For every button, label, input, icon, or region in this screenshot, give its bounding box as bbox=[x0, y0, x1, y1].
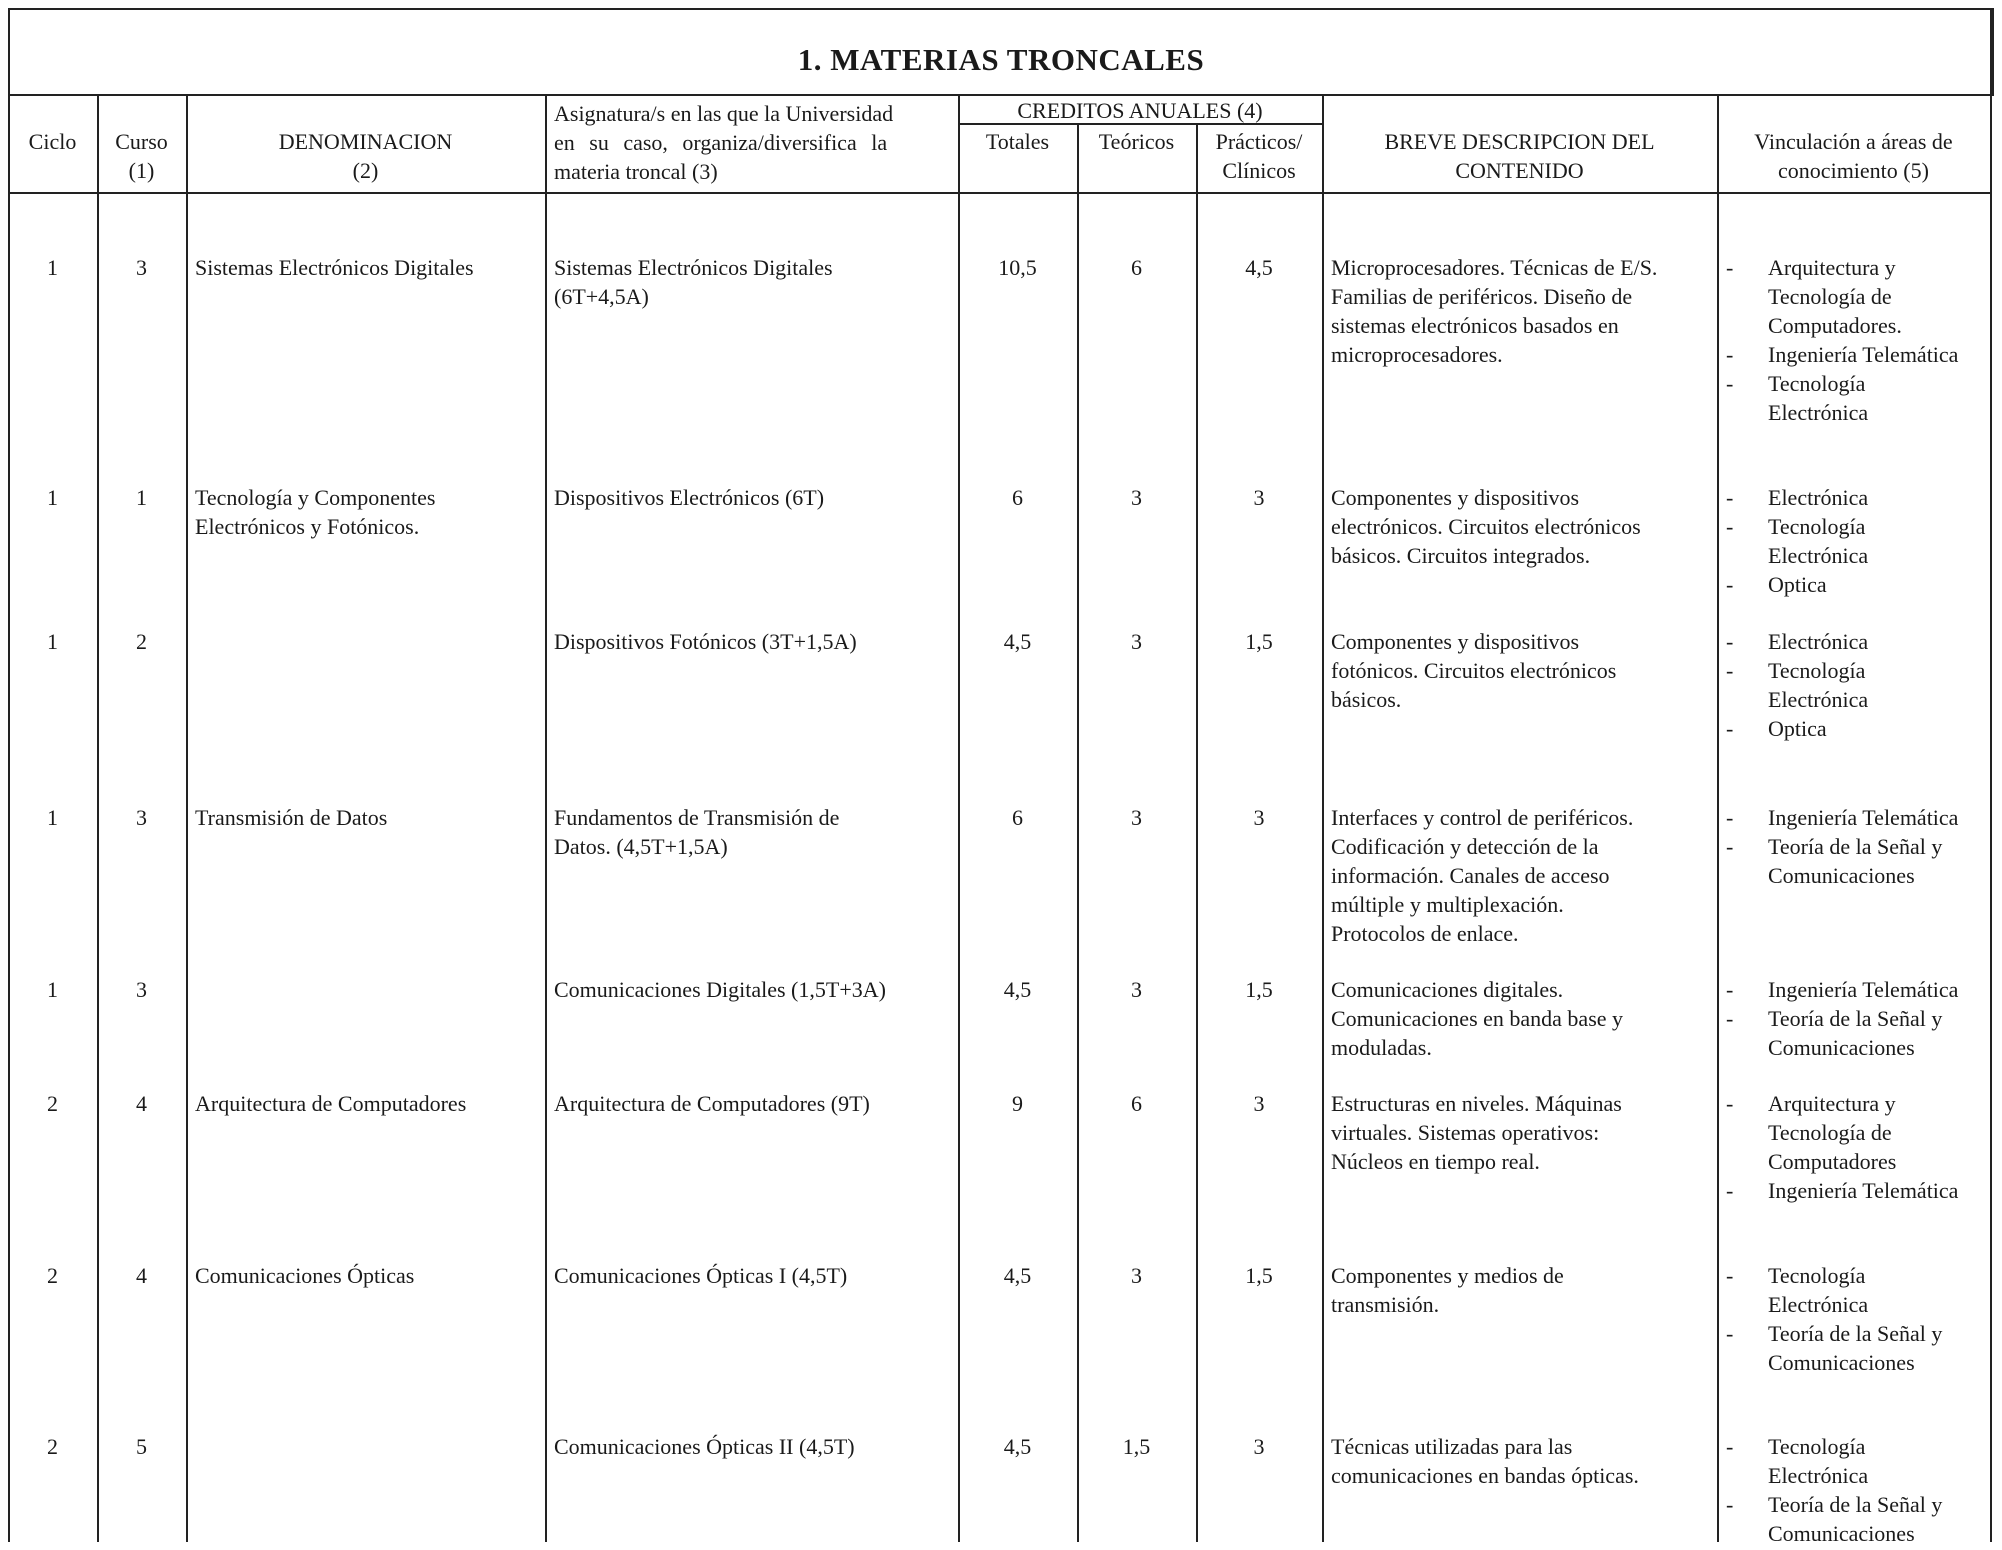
cell-totales: 4,5 bbox=[1003, 1434, 1032, 1459]
col-border-asignatura bbox=[545, 94, 547, 1542]
page-title: 1. MATERIAS TRONCALES bbox=[797, 42, 1205, 77]
area-text: Computadores bbox=[1768, 1149, 1897, 1174]
area-dash: - bbox=[1726, 371, 1734, 396]
area-item bbox=[1726, 369, 1988, 398]
descripcion-line: transmisión. bbox=[1331, 1292, 1440, 1317]
cell-practicos: 3 bbox=[1253, 485, 1265, 510]
area-item bbox=[1726, 1290, 1988, 1319]
header-curso bbox=[97, 127, 186, 185]
descripcion-line: Interfaces y control de periféricos. bbox=[1331, 805, 1634, 830]
area-item bbox=[1726, 1490, 1988, 1519]
area-item bbox=[1726, 541, 1988, 570]
header-denominacion bbox=[186, 127, 545, 185]
descripcion-line: electrónicos. Circuitos electrónicos bbox=[1331, 514, 1641, 539]
area-dash: - bbox=[1726, 716, 1734, 741]
cell-asignatura bbox=[554, 803, 954, 861]
area-text: Tecnología bbox=[1768, 1434, 1866, 1459]
area-dash: - bbox=[1726, 1091, 1734, 1116]
cell-ciclo: 1 bbox=[47, 485, 58, 510]
area-item bbox=[1726, 1147, 1988, 1176]
area-dash: - bbox=[1726, 1492, 1734, 1517]
area-text: Electrónica bbox=[1768, 1463, 1869, 1488]
area-item bbox=[1726, 1089, 1988, 1118]
cell-practicos: 3 bbox=[1253, 805, 1265, 830]
header-asignaturas-line: materia troncal (3) bbox=[554, 159, 718, 184]
cell-practicos: 1,5 bbox=[1245, 629, 1273, 654]
area-text: Comunicaciones bbox=[1768, 1521, 1915, 1546]
col-border-descripcion bbox=[1322, 94, 1324, 1542]
denominacion-line: Electrónicos y Fotónicos. bbox=[195, 514, 420, 539]
cell-curso: 3 bbox=[136, 805, 147, 830]
area-item bbox=[1726, 1519, 1988, 1548]
area-item bbox=[1726, 803, 1988, 832]
area-text: Tecnología bbox=[1768, 1263, 1866, 1288]
area-item bbox=[1726, 975, 1988, 1004]
area-text: Tecnología de bbox=[1768, 1120, 1892, 1145]
descripcion-line: comunicaciones en bandas ópticas. bbox=[1331, 1463, 1639, 1488]
area-text: Ingeniería Telemática bbox=[1768, 977, 1959, 1002]
area-text: Electrónica bbox=[1768, 687, 1869, 712]
cell-totales: 9 bbox=[1012, 1091, 1023, 1116]
area-item bbox=[1726, 512, 1988, 541]
header-practicos bbox=[1196, 127, 1322, 185]
descripcion-line: virtuales. Sistemas operativos: bbox=[1331, 1120, 1600, 1145]
cell-ciclo: 1 bbox=[47, 805, 58, 830]
cell-teoricos: 1,5 bbox=[1122, 1434, 1151, 1459]
area-text: Comunicaciones bbox=[1768, 1035, 1915, 1060]
area-text: Electrónica bbox=[1768, 543, 1869, 568]
col-border-vinculacion bbox=[1717, 94, 1719, 1542]
area-dash: - bbox=[1726, 977, 1734, 1002]
header-ciclo: Ciclo bbox=[28, 129, 77, 154]
area-text: Electrónica bbox=[1768, 400, 1869, 425]
cell-asignatura bbox=[554, 253, 954, 311]
col-border-practicos bbox=[1196, 123, 1198, 1542]
area-item bbox=[1726, 1004, 1988, 1033]
area-dash: - bbox=[1726, 1006, 1734, 1031]
cell-curso: 4 bbox=[136, 1091, 147, 1116]
descripcion-line: Componentes y medios de bbox=[1331, 1263, 1564, 1288]
title-box bbox=[8, 8, 1994, 96]
cell-areas bbox=[1726, 1432, 1988, 1548]
area-item bbox=[1726, 832, 1988, 861]
cell-asignatura bbox=[554, 975, 954, 1004]
header-asignaturas-line: Asignatura/s en las que la Universidad bbox=[554, 101, 894, 126]
header-denominacion-line: DENOMINACION bbox=[278, 129, 453, 154]
area-item bbox=[1726, 1461, 1988, 1490]
area-item bbox=[1726, 714, 1988, 743]
area-item bbox=[1726, 570, 1988, 599]
cell-areas bbox=[1726, 803, 1988, 890]
cell-curso: 5 bbox=[136, 1434, 147, 1459]
area-text: Computadores. bbox=[1768, 313, 1902, 338]
cell-totales: 4,5 bbox=[1003, 977, 1032, 1002]
asignatura-line: Comunicaciones Digitales (1,5T+3A) bbox=[554, 977, 886, 1002]
descripcion-line: Componentes y dispositivos bbox=[1331, 485, 1580, 510]
area-text: Tecnología bbox=[1768, 658, 1866, 683]
col-border-teoricos bbox=[1077, 123, 1079, 1542]
area-item bbox=[1726, 253, 1988, 282]
cell-curso: 3 bbox=[136, 255, 147, 280]
header-curso-line: (1) bbox=[128, 158, 155, 183]
area-item bbox=[1726, 311, 1988, 340]
area-item bbox=[1726, 861, 1988, 890]
cell-practicos: 4,5 bbox=[1245, 255, 1273, 280]
cell-teoricos: 3 bbox=[1131, 485, 1142, 510]
asignatura-line: Fundamentos de Transmisión de bbox=[554, 805, 840, 830]
cell-teoricos: 3 bbox=[1131, 1263, 1142, 1288]
asignatura-line: Sistemas Electrónicos Digitales bbox=[554, 255, 833, 280]
header-totales: Totales bbox=[985, 129, 1050, 154]
descripcion-line: múltiple y multiplexación. bbox=[1331, 892, 1564, 917]
cell-totales: 6 bbox=[1012, 485, 1023, 510]
cell-totales: 4,5 bbox=[1003, 629, 1032, 654]
area-text: Ingeniería Telemática bbox=[1768, 342, 1959, 367]
document-page bbox=[8, 8, 1992, 1546]
cell-practicos: 3 bbox=[1253, 1091, 1265, 1116]
header-teoricos: Teóricos bbox=[1098, 129, 1175, 154]
area-item bbox=[1726, 483, 1988, 512]
descripcion-line: Comunicaciones en banda base y bbox=[1331, 1006, 1624, 1031]
header-descripcion-line: BREVE DESCRIPCION DEL bbox=[1384, 129, 1655, 154]
denominacion-line: Comunicaciones Ópticas bbox=[195, 1263, 415, 1288]
descripcion-line: Técnicas utilizadas para las bbox=[1331, 1434, 1573, 1459]
cell-denominacion bbox=[195, 803, 543, 832]
cell-curso: 1 bbox=[136, 485, 147, 510]
cell-practicos: 3 bbox=[1253, 1434, 1265, 1459]
area-text: Comunicaciones bbox=[1768, 863, 1915, 888]
denominacion-line: Tecnología y Componentes bbox=[195, 485, 436, 510]
cell-areas bbox=[1726, 975, 1988, 1062]
area-item bbox=[1726, 1118, 1988, 1147]
area-text: Optica bbox=[1768, 572, 1827, 597]
area-text: Arquitectura y bbox=[1768, 1091, 1896, 1116]
descripcion-line: Núcleos en tiempo real. bbox=[1331, 1149, 1540, 1174]
area-text: Teoría de la Señal y bbox=[1768, 1492, 1943, 1517]
cell-denominacion bbox=[195, 1261, 543, 1290]
area-dash: - bbox=[1726, 1321, 1734, 1346]
cell-practicos: 1,5 bbox=[1245, 977, 1273, 1002]
area-dash: - bbox=[1726, 834, 1734, 859]
area-dash: - bbox=[1726, 1178, 1734, 1203]
area-text: Tecnología bbox=[1768, 371, 1866, 396]
area-item bbox=[1726, 656, 1988, 685]
asignatura-line: Comunicaciones Ópticas II (4,5T) bbox=[554, 1434, 855, 1459]
cell-ciclo: 1 bbox=[47, 629, 58, 654]
denominacion-line: Arquitectura de Computadores bbox=[195, 1091, 467, 1116]
cell-ciclo: 1 bbox=[47, 977, 58, 1002]
descripcion-line: Estructuras en niveles. Máquinas bbox=[1331, 1091, 1622, 1116]
cell-asignatura bbox=[554, 1261, 954, 1290]
cell-practicos: 1,5 bbox=[1245, 1263, 1273, 1288]
cell-ciclo: 2 bbox=[47, 1263, 58, 1288]
area-dash: - bbox=[1726, 629, 1734, 654]
asignatura-line: Comunicaciones Ópticas I (4,5T) bbox=[554, 1263, 848, 1288]
descripcion-line: moduladas. bbox=[1331, 1035, 1432, 1060]
area-dash: - bbox=[1726, 1263, 1734, 1288]
header-descripcion-line: CONTENIDO bbox=[1455, 158, 1584, 183]
cell-teoricos: 3 bbox=[1131, 805, 1142, 830]
cell-curso: 3 bbox=[136, 977, 147, 1002]
descripcion-line: Familias de periféricos. Diseño de bbox=[1331, 284, 1633, 309]
area-dash: - bbox=[1726, 1434, 1734, 1459]
cell-descripcion bbox=[1331, 483, 1717, 570]
cell-descripcion bbox=[1331, 253, 1717, 369]
cell-descripcion bbox=[1331, 1432, 1717, 1490]
denominacion-line: Sistemas Electrónicos Digitales bbox=[195, 255, 474, 280]
area-dash: - bbox=[1726, 255, 1734, 280]
area-dash: - bbox=[1726, 805, 1734, 830]
header-vinculacion-line: Vinculación a áreas de bbox=[1754, 129, 1953, 154]
cell-descripcion bbox=[1331, 1089, 1717, 1176]
descripcion-line: Microprocesadores. Técnicas de E/S. bbox=[1331, 255, 1658, 280]
cell-asignatura bbox=[554, 1089, 954, 1118]
asignatura-line: Arquitectura de Computadores (9T) bbox=[554, 1091, 870, 1116]
area-text: Teoría de la Señal y bbox=[1768, 1006, 1943, 1031]
area-item bbox=[1726, 282, 1988, 311]
cell-areas bbox=[1726, 253, 1988, 427]
area-item bbox=[1726, 1432, 1988, 1461]
area-dash: - bbox=[1726, 485, 1734, 510]
header-vinculacion bbox=[1717, 127, 1990, 185]
header-practicos-line: Clínicos bbox=[1222, 158, 1296, 183]
cell-totales: 10,5 bbox=[998, 255, 1037, 280]
area-item bbox=[1726, 1176, 1988, 1205]
descripcion-line: Protocolos de enlace. bbox=[1331, 921, 1519, 946]
cell-totales: 4,5 bbox=[1003, 1263, 1032, 1288]
area-text: Teoría de la Señal y bbox=[1768, 834, 1943, 859]
cell-curso: 2 bbox=[136, 629, 147, 654]
descripcion-line: Codificación y detección de la bbox=[1331, 834, 1599, 859]
cell-ciclo: 2 bbox=[47, 1091, 58, 1116]
descripcion-line: básicos. bbox=[1331, 687, 1402, 712]
area-text: Arquitectura y bbox=[1768, 255, 1896, 280]
area-text: Comunicaciones bbox=[1768, 1350, 1915, 1375]
col-border-right bbox=[1990, 8, 1992, 1542]
area-text: Tecnología bbox=[1768, 514, 1866, 539]
area-item bbox=[1726, 627, 1988, 656]
area-text: Teoría de la Señal y bbox=[1768, 1321, 1943, 1346]
cell-denominacion bbox=[195, 1089, 543, 1118]
descripcion-line: sistemas electrónicos basados en bbox=[1331, 313, 1619, 338]
cell-descripcion bbox=[1331, 1261, 1717, 1319]
area-text: Ingeniería Telemática bbox=[1768, 805, 1959, 830]
cell-teoricos: 6 bbox=[1131, 255, 1142, 280]
cell-areas bbox=[1726, 1089, 1988, 1205]
cell-descripcion bbox=[1331, 803, 1717, 948]
area-text: Optica bbox=[1768, 716, 1827, 741]
asignatura-line: (6T+4,5A) bbox=[554, 284, 649, 309]
cell-denominacion bbox=[195, 253, 543, 282]
header-curso-line: Curso bbox=[115, 129, 168, 154]
cell-teoricos: 3 bbox=[1131, 629, 1142, 654]
header-practicos-line: Prácticos/ bbox=[1215, 129, 1303, 154]
cell-ciclo: 1 bbox=[47, 255, 58, 280]
header-asignaturas-line: en su caso, organiza/diversifica la bbox=[554, 130, 888, 155]
area-item bbox=[1726, 685, 1988, 714]
cell-totales: 6 bbox=[1012, 805, 1023, 830]
cell-areas bbox=[1726, 1261, 1988, 1377]
col-border-denominacion bbox=[186, 94, 188, 1542]
cell-asignatura bbox=[554, 1432, 954, 1461]
cell-teoricos: 3 bbox=[1131, 977, 1142, 1002]
cell-denominacion bbox=[195, 483, 543, 541]
cell-ciclo: 2 bbox=[47, 1434, 58, 1459]
area-item bbox=[1726, 1033, 1988, 1062]
asignatura-line: Dispositivos Fotónicos (3T+1,5A) bbox=[554, 629, 857, 654]
asignatura-line: Dispositivos Electrónicos (6T) bbox=[554, 485, 825, 510]
descripcion-line: Componentes y dispositivos bbox=[1331, 629, 1580, 654]
area-text: Tecnología de bbox=[1768, 284, 1892, 309]
cell-teoricos: 6 bbox=[1131, 1091, 1142, 1116]
descripcion-line: información. Canales de acceso bbox=[1331, 863, 1610, 888]
descripcion-line: básicos. Circuitos integrados. bbox=[1331, 543, 1591, 568]
area-text: Electrónica bbox=[1768, 1292, 1869, 1317]
area-item bbox=[1726, 340, 1988, 369]
header-asignaturas bbox=[554, 99, 952, 186]
area-text: Electrónica bbox=[1768, 629, 1869, 654]
denominacion-line: Transmisión de Datos bbox=[195, 805, 388, 830]
header-denominacion-line: (2) bbox=[352, 158, 379, 183]
area-text: Ingeniería Telemática bbox=[1768, 1178, 1959, 1203]
header-vinculacion-line: conocimiento (5) bbox=[1778, 158, 1929, 183]
cell-descripcion bbox=[1331, 627, 1717, 714]
area-item bbox=[1726, 398, 1988, 427]
area-item bbox=[1726, 1348, 1988, 1377]
descripcion-line: fotónicos. Circuitos electrónicos bbox=[1331, 658, 1617, 683]
cell-curso: 4 bbox=[136, 1263, 147, 1288]
cell-descripcion bbox=[1331, 975, 1717, 1062]
asignatura-line: Datos. (4,5T+1,5A) bbox=[554, 834, 728, 859]
header-creditos: CREDITOS ANUALES (4) bbox=[1017, 98, 1263, 123]
header-descripcion bbox=[1322, 127, 1717, 185]
area-dash: - bbox=[1726, 658, 1734, 683]
area-item bbox=[1726, 1319, 1988, 1348]
cell-areas bbox=[1726, 627, 1988, 743]
cell-asignatura bbox=[554, 627, 954, 656]
area-dash: - bbox=[1726, 514, 1734, 539]
header-bottom-rule bbox=[8, 192, 1992, 194]
cell-areas bbox=[1726, 483, 1988, 599]
area-dash: - bbox=[1726, 572, 1734, 597]
descripcion-line: microprocesadores. bbox=[1331, 342, 1503, 367]
descripcion-line: Comunicaciones digitales. bbox=[1331, 977, 1564, 1002]
area-dash: - bbox=[1726, 342, 1734, 367]
area-item bbox=[1726, 1261, 1988, 1290]
cell-asignatura bbox=[554, 483, 954, 512]
area-text: Electrónica bbox=[1768, 485, 1869, 510]
